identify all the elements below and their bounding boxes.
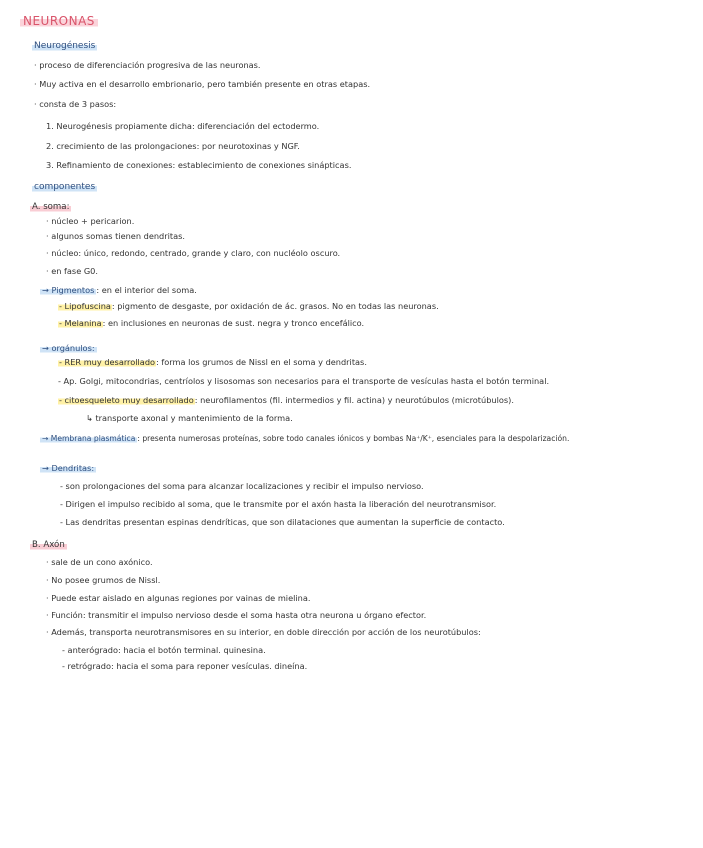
organulo-term: - RER muy desarrollado (59, 357, 156, 367)
pigmento-item (58, 318, 364, 329)
organulos-label: → orgánulos: (42, 343, 95, 353)
dendrita-item: - Las dendritas presentan espinas dendríticas, que son dilataciones que aumentan la superficie de contacto. (60, 517, 505, 527)
soma-bullet: · algunos somas tienen dendritas. (46, 231, 185, 241)
pigmentos-line (40, 285, 197, 296)
page-title: NEURONAS (20, 14, 98, 28)
organulo-text: : neurofilamentos (fil. intermedios y fil. actina) y neurotúbulos (microtúbulos). (194, 395, 514, 405)
axon-bullet: · Además, transporta neurotransmisores en su interior, en doble dirección por acción de los neurotúbulos: (46, 627, 481, 637)
organulo-item (58, 357, 367, 368)
pigmento-term: - Lipofuscina (59, 301, 111, 311)
soma-heading-text: A. soma: (32, 202, 70, 212)
axon-bullet: · sale de un cono axónico. (46, 557, 153, 567)
pigmentos-text: : en el interior del soma. (96, 285, 197, 295)
pigmento-term: - Melanina (59, 318, 102, 328)
axon-bullet: · Función: transmitir el impulso nervioso desde el soma hasta otra neurona u órgano efector. (46, 610, 427, 620)
soma-bullet: · núcleo: único, redondo, centrado, grande y claro, con nucléolo oscuro. (46, 248, 341, 258)
organulo-text: - Ap. Golgi, mitocondrias, centríolos y lisosomas son necesarios para el transporte de vesículas hasta el botón terminal. (58, 376, 550, 386)
axon-bullet: · Puede estar aislado en algunas regiones por vainas de mielina. (46, 593, 311, 603)
neurogenesis-step: 2. crecimiento de las prolongaciones: por neurotoxinas y NGF. (46, 141, 300, 151)
dendritas-line (40, 463, 96, 474)
organulo-item (58, 395, 514, 406)
componentes-heading-text: componentes (34, 182, 96, 192)
organulo-text: : forma los grumos de Nissl en el soma y dendritas. (156, 357, 367, 367)
axon-transport-item: - anterógrado: hacia el botón terminal. quinesina. (62, 645, 266, 655)
neurogenesis-bullet: · proceso de diferenciación progresiva de las neuronas. (34, 60, 261, 70)
componentes-heading (32, 182, 97, 193)
axon-heading (30, 540, 67, 551)
dendrita-item: - son prolongaciones del soma para alcanzar localizaciones y recibir el impulso nervioso. (60, 481, 424, 491)
membrana-line (40, 433, 569, 444)
soma-bullet: · núcleo + pericarion. (46, 216, 135, 226)
pigmento-text: : en inclusiones en neuronas de sust. negra y tronco encefálico. (102, 318, 365, 328)
pigmento-text: : pigmento de desgaste, por oxidación de ác. grasos. No en todas las neuronas. (111, 301, 439, 311)
organulo-item (86, 413, 293, 424)
axon-bullet: · No posee grumos de Nissl. (46, 575, 161, 585)
neurogenesis-step: 3. Refinamiento de conexiones: establecimiento de conexiones sinápticas. (46, 160, 352, 170)
neurogenesis-heading (32, 41, 97, 52)
dendrita-item: - Dirigen el impulso recibido al soma, que le transmite por el axón hasta la liberación del neurotransmisor. (60, 499, 497, 509)
membrana-label: → Membrana plasmática (42, 434, 136, 443)
axon-heading-text: B. Axón (32, 540, 65, 550)
dendritas-label: → Dendritas: (42, 463, 95, 473)
organulo-term: - citoesqueleto muy desarrollado (59, 395, 194, 405)
organulo-text: ↳ transporte axonal y mantenimiento de la forma. (86, 413, 293, 423)
membrana-text: : presenta numerosas proteínas, sobre todo canales iónicos y bombas Na⁺/K⁺, esenciales para la despolarización. (137, 434, 570, 443)
organulo-item (58, 376, 549, 387)
soma-heading (30, 202, 71, 213)
neurogenesis-bullet: · consta de 3 pasos: (34, 99, 117, 109)
soma-bullet: · en fase G0. (46, 266, 98, 276)
organulos-line (40, 343, 97, 354)
pigmentos-label: → Pigmentos (42, 285, 95, 295)
axon-transport-item: - retrógrado: hacia el soma para reponer vesículas. dineína. (62, 661, 308, 671)
pigmento-item (58, 301, 439, 312)
neurogenesis-heading-text: Neurogénesis (34, 41, 96, 51)
neurogenesis-bullet: · Muy activa en el desarrollo embrionario, pero también presente en otras etapas. (34, 79, 371, 89)
neurogenesis-step: 1. Neurogénesis propiamente dicha: diferenciación del ectodermo. (46, 121, 320, 131)
